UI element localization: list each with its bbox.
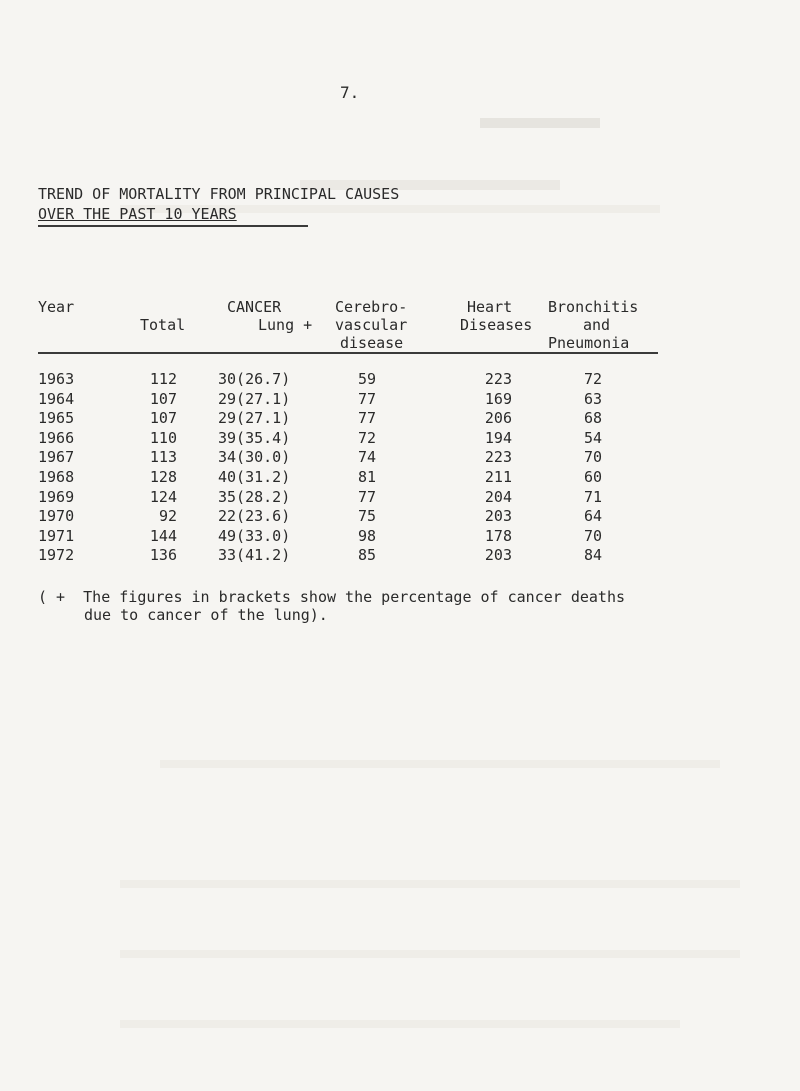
cell-cerebro: 75 [357, 507, 376, 526]
cell-heart: 223 [484, 370, 512, 388]
cell-year: 1972 [38, 546, 75, 565]
cell-heart: 203 [484, 507, 512, 526]
cell-year: 1965 [38, 409, 75, 428]
cell-bronchitis: 63 [583, 389, 602, 408]
cell-year: 1969 [38, 487, 75, 506]
cell-year: 1964 [38, 389, 75, 408]
cell-year: 1966 [38, 428, 75, 447]
cell-cerebro: 77 [357, 409, 376, 428]
cell-total: 112 [149, 370, 177, 388]
cell-total: 110 [149, 428, 177, 447]
cell-cerebro: 77 [357, 389, 376, 408]
header-lung: Lung + [258, 316, 313, 334]
cell-bronchitis: 70 [583, 526, 602, 545]
cell-cerebro: 59 [357, 370, 376, 388]
cell-lung: 40(31.2) [218, 468, 291, 486]
header-cerebro-1: Cerebro- [335, 298, 408, 316]
cell-heart: 206 [484, 409, 512, 428]
table-title-line-1: TREND OF MORTALITY FROM PRINCIPAL CAUSES [38, 185, 400, 203]
header-cerebro-2: vascular [335, 316, 408, 334]
table-title-line-2: OVER THE PAST 10 YEARS [38, 205, 237, 223]
cell-bronchitis: 84 [583, 546, 602, 565]
header-cancer: CANCER [227, 298, 282, 316]
cell-heart: 194 [484, 428, 512, 447]
page-number: 7. [340, 83, 360, 102]
cell-total: 124 [149, 487, 177, 506]
cell-heart: 178 [484, 526, 512, 545]
cell-heart: 223 [484, 448, 512, 467]
cell-lung: 35(28.2) [218, 487, 291, 506]
cell-lung: 39(35.4) [218, 428, 291, 447]
header-bronchitis-3: Pneumonia [548, 334, 630, 352]
cell-year: 1971 [38, 526, 75, 545]
cell-year: 1968 [38, 468, 75, 486]
cell-cerebro: 74 [357, 448, 376, 467]
header-total: Total [140, 316, 186, 334]
cell-total: 113 [149, 448, 177, 467]
cell-heart: 169 [484, 389, 512, 408]
cell-lung: 29(27.1) [218, 389, 291, 408]
cell-total: 107 [149, 409, 177, 428]
footnote-line-2: due to cancer of the lung). [84, 606, 328, 624]
cell-total: 92 [158, 507, 177, 526]
cell-cerebro: 98 [357, 526, 376, 545]
header-bronchitis-2: and [583, 316, 611, 334]
cell-total: 144 [149, 526, 177, 545]
cell-year: 1970 [38, 507, 75, 526]
cell-total: 128 [149, 468, 177, 486]
footnote-line-1: ( + The figures in brackets show the percentage of cancer deaths [38, 588, 625, 606]
cell-cerebro: 72 [357, 428, 376, 447]
cell-year: 1967 [38, 448, 75, 467]
cell-lung: 33(41.2) [218, 546, 291, 565]
header-year: Year [38, 298, 75, 316]
cell-heart: 204 [484, 487, 512, 506]
header-heart-1: Heart [467, 298, 513, 316]
header-bronchitis-1: Bronchitis [548, 298, 639, 316]
cell-bronchitis: 54 [583, 428, 602, 447]
cell-total: 136 [149, 546, 177, 565]
cell-lung: 34(30.0) [218, 448, 291, 467]
cell-year: 1963 [38, 370, 75, 388]
cell-lung: 30(26.7) [218, 370, 291, 388]
cell-bronchitis: 60 [583, 468, 602, 486]
cell-bronchitis: 71 [583, 487, 602, 506]
cell-heart: 203 [484, 546, 512, 565]
cell-lung: 22(23.6) [218, 507, 291, 526]
header-cerebro-3: disease [340, 334, 404, 352]
cell-heart: 211 [484, 468, 512, 486]
title-underline [38, 225, 308, 227]
cell-cerebro: 81 [357, 468, 376, 486]
cell-lung: 49(33.0) [218, 526, 291, 545]
cell-bronchitis: 68 [583, 409, 602, 428]
cell-cerebro: 77 [357, 487, 376, 506]
header-heart-2: Diseases [460, 316, 533, 334]
cell-lung: 29(27.1) [218, 409, 291, 428]
cell-bronchitis: 64 [583, 507, 602, 526]
cell-cerebro: 85 [357, 546, 376, 565]
cell-bronchitis: 70 [583, 448, 602, 467]
header-rule [38, 352, 658, 354]
cell-bronchitis: 72 [583, 370, 602, 388]
cell-total: 107 [149, 389, 177, 408]
